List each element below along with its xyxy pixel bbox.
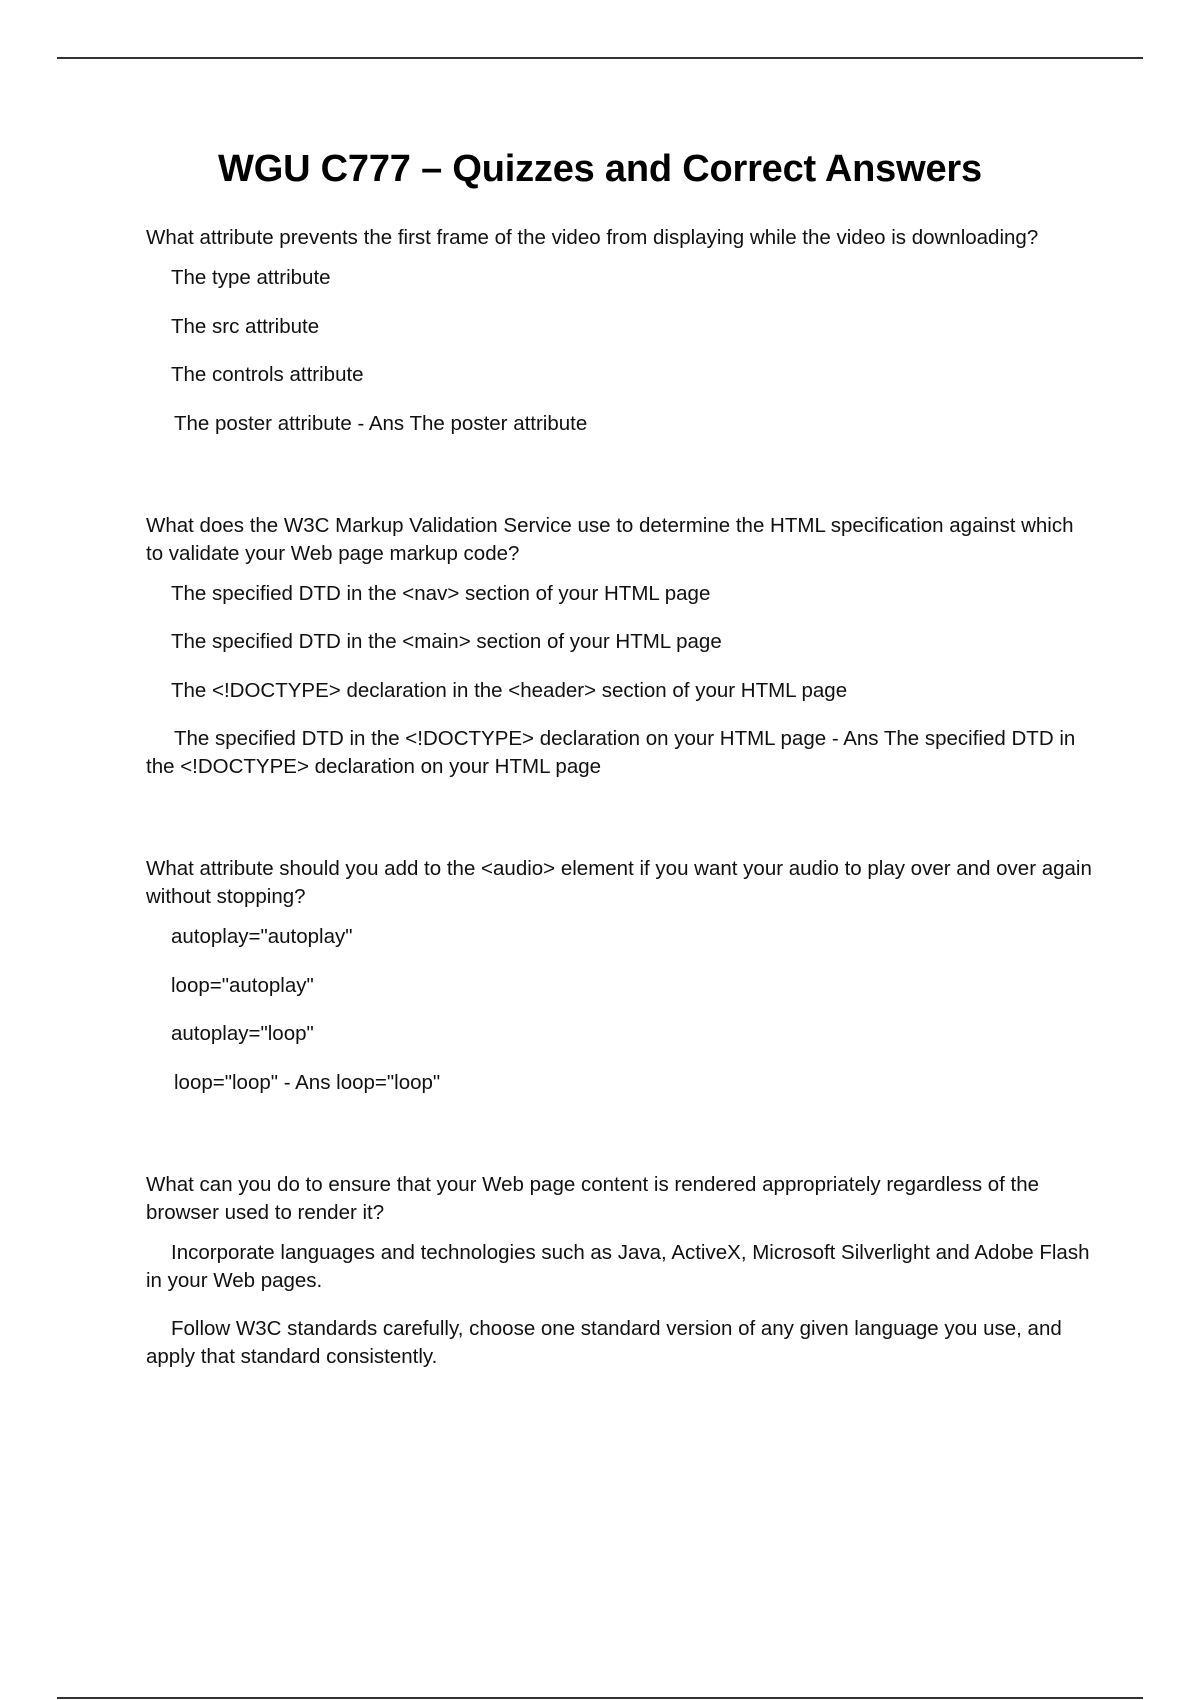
answer-option: The type attribute [171, 266, 331, 289]
answer-option: The controls attribute [171, 363, 364, 386]
answer-options [146, 923, 1106, 1097]
answer-option: Incorporate languages and technologies such as Java, ActiveX, Microsoft Silverlight and Adobe Flash in your Web pages. [146, 1240, 1090, 1292]
correct-answer-option: The poster attribute - Ans The poster attribute [174, 411, 588, 435]
question-text: What attribute should you add to the <audio> element if you want your audio to play over and over again without stopping? [146, 857, 1092, 908]
answer-option: autoplay="loop" [171, 1022, 314, 1045]
answer-options [146, 580, 1106, 782]
header-rule [57, 57, 1143, 59]
correct-answer-option: loop="loop" - Ans loop="loop" [174, 1070, 441, 1094]
question-block-1 [146, 224, 1106, 438]
question-text: What does the W3C Markup Validation Service use to determine the HTML specification against which to validate your Web page markup code? [146, 513, 1074, 565]
page-title: WGU C777 – Quizzes and Correct Answers [218, 148, 982, 190]
question-block-3 [146, 855, 1106, 1097]
answer-option: autoplay="autoplay" [171, 925, 353, 948]
answer-option: Follow W3C standards carefully, choose one standard version of any given language you use, and apply that standard consistently. [146, 1317, 1062, 1368]
footer-rule [57, 1697, 1143, 1699]
quiz-content [146, 224, 1106, 1371]
question-block-4 [146, 1171, 1106, 1372]
question-block-2 [146, 512, 1106, 782]
answer-option: The <!DOCTYPE> declaration in the <header> section of your HTML page [171, 678, 848, 702]
answer-option: loop="autoplay" [171, 973, 314, 997]
answer-options [146, 1239, 1106, 1372]
answer-option: The specified DTD in the <nav> section of your HTML page [171, 581, 711, 605]
question-text: What attribute prevents the first frame of the video from displaying while the video is downloading? [146, 226, 1039, 249]
answer-options [146, 264, 1106, 438]
answer-option: The src attribute [171, 314, 320, 338]
correct-answer-option: The specified DTD in the <!DOCTYPE> declaration on your HTML page - Ans The specified DTD in the <!DOCTYPE> declaration on your HTML page [146, 727, 1076, 778]
answer-option: The specified DTD in the <main> section of your HTML page [171, 630, 722, 653]
question-text: What can you do to ensure that your Web page content is rendered appropriately regardless of the browser used to render it? [146, 1172, 1040, 1224]
